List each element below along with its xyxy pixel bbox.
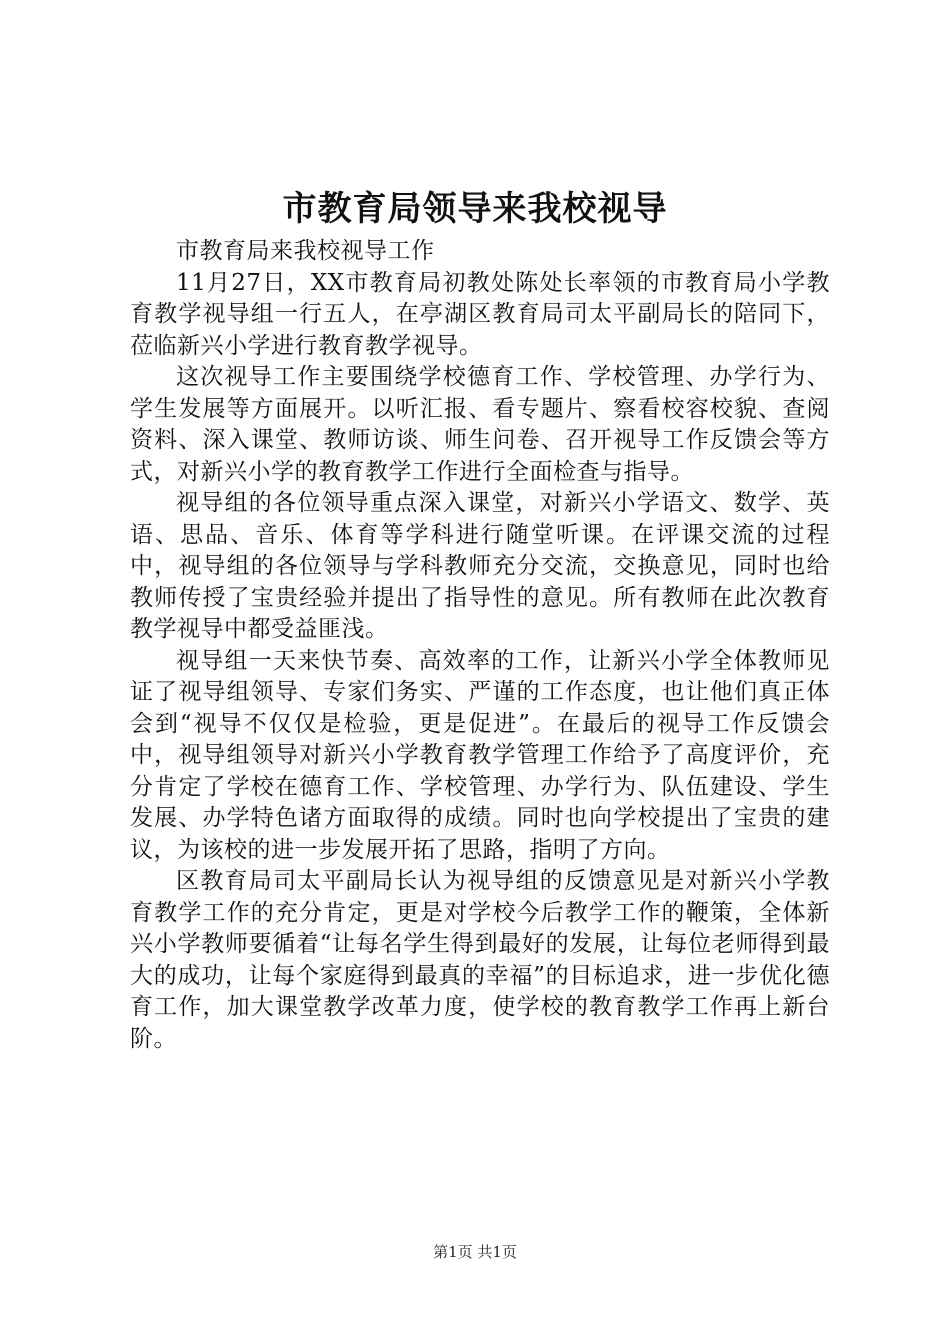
paragraph-2: 这次视导工作主要围绕学校德育工作、学校管理、办学行为、学生发展等方面展开。以听汇报、看专题片、察看校容校貌、查阅资料、深入课堂、教师访谈、师生问卷、召开视导工作反馈会等方式，对新兴小学的教育教学工作进行全面检查与指导。 [130, 364, 830, 485]
paragraph-subtitle: 市教育局来我校视导工作 [176, 238, 435, 264]
paragraph-5: 区教育局司太平副局长认为视导组的反馈意见是对新兴小学教育教学工作的充分肯定，更是对学校今后教学工作的鞭策，全体新兴小学教师要循着“让每名学生得到最好的发展，让每位老师得到最大的成功，让每个家庭得到最真的幸福”的目标追求，进一步优化德育工作，加大课堂教学改革力度，使学校的教育教学工作再上新台阶。 [130, 868, 830, 1052]
document-title: 市教育局领导来我校视导 [282, 189, 668, 229]
document-body [130, 236, 830, 1055]
paragraph-3: 视导组的各位领导重点深入课堂，对新兴小学语文、数学、英语、思品、音乐、体育等学科进行随堂听课。在评课交流的过程中，视导组的各位领导与学科教师充分交流，交换意见，同时也给教师传授了宝贵经验并提出了指导性的意见。所有教师在此次教育教学视导中都受益匪浅。 [130, 490, 830, 642]
page-footer: 第1页 共1页 [433, 1243, 517, 1261]
paragraph-4: 视导组一天来快节奏、高效率的工作，让新兴小学全体教师见证了视导组领导、专家们务实、严谨的工作态度，也让他们真正体会到“视导不仅仅是检验，更是促进”。在最后的视导工作反馈会中，视导组领导对新兴小学教育教学管理工作给予了高度评价，充分肯定了学校在德育工作、学校管理、办学行为、队伍建设、学生发展、办学特色诸方面取得的成绩。同时也向学校提出了宝贵的建议，为该校的进一步发展开拓了思路，指明了方向。 [130, 647, 830, 863]
paragraph-1: 11月27日，XX市教育局初教处陈处长率领的市教育局小学教育教学视导组一行五人，在亭湖区教育局司太平副局长的陪同下，莅临新兴小学进行教育教学视导。 [130, 269, 830, 359]
